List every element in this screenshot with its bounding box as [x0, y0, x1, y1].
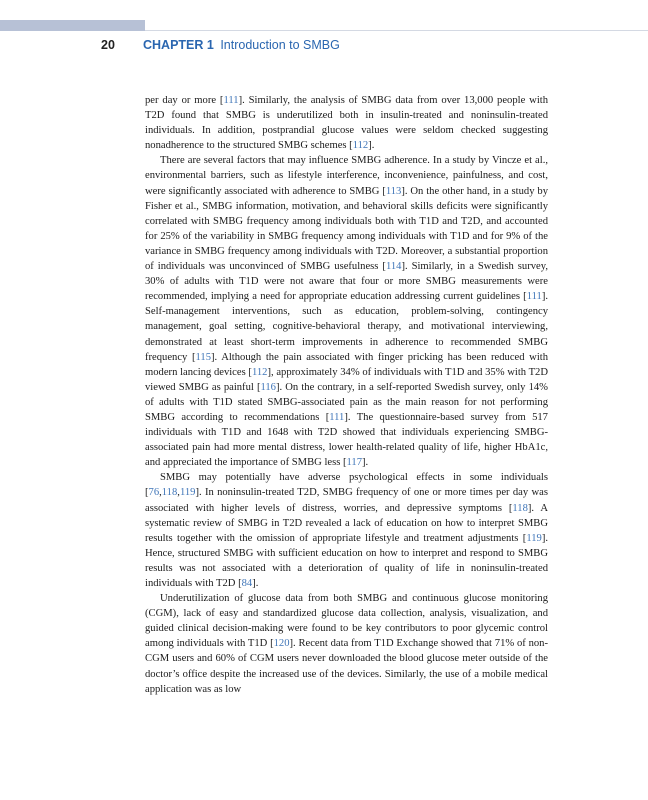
citation-link[interactable]: 112: [352, 140, 369, 152]
citation-link[interactable]: 112: [251, 366, 268, 378]
citation-link[interactable]: 119: [179, 487, 196, 499]
citation-link[interactable]: 116: [260, 381, 276, 393]
paragraph-text: per day or more [: [145, 95, 224, 106]
chapter-label: CHAPTER 1: [143, 38, 214, 52]
citation-link[interactable]: 120: [273, 638, 290, 650]
paragraph-text: ]. In noninsulin-treated T2D, SMBG frequency of one or more times per day was associated with higher levels of distress, worries, and depressive symptoms [: [145, 487, 548, 514]
paragraph-text: ], approximately 34% of individuals with T1D and 35% with T2D viewed SMBG as painful [: [145, 366, 549, 393]
chapter-heading: [143, 36, 340, 54]
citation-link[interactable]: 76: [148, 487, 160, 499]
paragraph-text: ]. Hence, structured SMBG with sufficient education on how to interpret and respond to SMBG results was not associated with a deterioration of quality of life in noninsulin-treated individuals with T2D [: [145, 532, 548, 589]
paragraph-text: ]. Although the pain associated with finger pricking has been reduced with modern lancing devices [: [145, 351, 548, 378]
citation-link[interactable]: 113: [385, 185, 402, 197]
paragraph-text: ].: [252, 578, 259, 589]
body-text: [145, 93, 548, 697]
paragraph-text: ].: [362, 457, 369, 469]
citation-link[interactable]: 111: [526, 291, 542, 303]
chapter-title: Introduction to SMBG: [220, 38, 340, 52]
citation-link[interactable]: 111: [329, 411, 345, 423]
citation-link[interactable]: 119: [526, 532, 542, 544]
paragraph-text: Underutilization of glucose data from both SMBG and continuous glucose monitoring (CGM), lack of easy and standardized glucose data collection, analysis, visualization, and guided clinical decision-making were found to be key contributors to poor glycemic control among individuals with T1D [: [145, 593, 548, 650]
paragraph: [145, 470, 548, 591]
running-header: [0, 36, 648, 54]
top-accent-bar: [0, 20, 145, 31]
citation-link[interactable]: 118: [161, 487, 178, 499]
paragraph-text: ]. Similarly, the analysis of SMBG data from over 13,000 people with T2D found that SMBG is underutilized both in insulin-treated and noninsulin-treated individuals. In addition, postprandial glucose values were seldom checked suggesting nonadherence to the structured SMBG schemes [: [145, 95, 549, 152]
header-rule: [145, 30, 648, 31]
paragraph-text: ]. The questionnaire-based survey from 517 individuals with T1D and 1648 with T2D showed that individuals experiencing SMBG-associated pain had more mental distress, lower health-related quality of life, higher HbA1c, and appreciated the importance of SMBG less [: [145, 411, 548, 469]
paragraph-text: ]. Similarly, in a Swedish survey, 30% of adults with T1D were not aware that four or more SMBG measurements were recommended, implying a need for appropriate education addressing current guidelines [: [145, 261, 548, 303]
paragraph-text: ]. A systematic review of SMBG in T2D revealed a lack of education on how to interpret SMBG results together with the omission of appropriate lifestyle and treatment adjustments [: [145, 502, 548, 544]
citation-link[interactable]: 118: [512, 502, 528, 514]
paragraph-text: ].: [368, 140, 375, 152]
paragraph-text: ]. On the other hand, in a study by Fisher et al., SMBG information, motivation, and behavioral skills deficits were significantly correlated with SMBG frequency among individuals both with T1D and T2D, and accounted for 25% of the variability in SMBG frequency among individuals with T1D and for 9% of the variance in SMBG frequency among individuals with T2D. Moreover, a substantial proportion of individuals was unconvinced of SMBG usefulness [: [145, 185, 548, 273]
paragraph-text: There are several factors that may influence SMBG adherence. In a study by Vincze et al., environmental barriers, such as lifestyle interference, inconvenience, painfulness, and cost, were significantly associated with adherence to SMBG [: [145, 155, 548, 197]
paragraph: [145, 93, 548, 153]
paragraph: [145, 153, 548, 470]
page-number: 20: [101, 38, 115, 52]
paragraph-text: ]. On the contrary, in a self-reported Swedish survey, only 14% of adults with T1D stated SMBG-associated pain as the main reason for not performing SMBG according to recommendations [: [145, 381, 548, 423]
paragraph-text: ]. Self-management interventions, such as education, problem-solving, contingency management, goal setting, cognitive-behavioral therapy, and motivational interviewing, demonstrated at least short-term improvements in adherence to recommended SMBG frequency [: [145, 291, 548, 363]
paragraph-text: ,: [177, 487, 180, 499]
citation-link[interactable]: 115: [195, 351, 211, 363]
citation-link[interactable]: 84: [241, 578, 253, 589]
paragraph: [145, 591, 548, 697]
paragraph-text: ,: [159, 487, 162, 499]
citation-link[interactable]: 114: [385, 261, 402, 273]
paragraph-text: ]. Recent data from T1D Exchange showed that 71% of non-CGM users and 60% of CGM users never downloaded the blood glucose meter outside of the doctor’s office despite the increased use of the devices. Similarly, the use of a mobile medical application was as low: [145, 638, 548, 695]
paragraph-text: SMBG may potentially have adverse psychological effects in some individuals [: [145, 472, 548, 499]
citation-link[interactable]: 117: [346, 457, 363, 469]
citation-link[interactable]: 111: [223, 95, 239, 106]
